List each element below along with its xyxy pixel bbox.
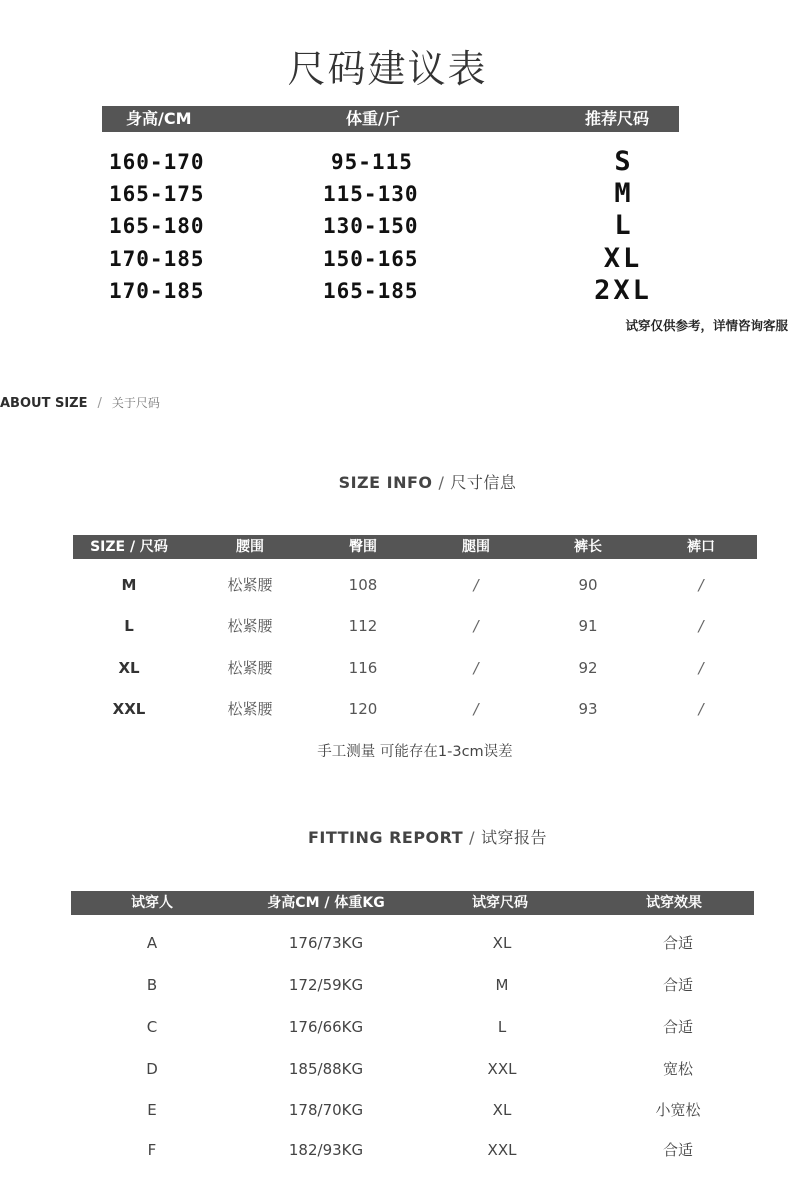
recommend-height: 170-185 [109, 247, 205, 271]
fitting-cell: 176/66KG [288, 1018, 364, 1036]
fitting-title-en: FITTING REPORT [307, 828, 464, 847]
recommend-row [0, 243, 800, 275]
size-info-note: 手工测量 可能存在1-3cm误差 [317, 744, 513, 760]
recommend-height: 160-170 [109, 150, 205, 174]
size-info-header-waist: 腰围 [236, 539, 264, 555]
size-info-cell: / [473, 700, 479, 718]
fitting-cell: 宽松 [662, 1060, 694, 1078]
fitting-cell: E [147, 1101, 157, 1119]
fitting-row [0, 1012, 800, 1042]
size-info-title-en: SIZE INFO [338, 473, 433, 492]
recommend-height: 165-180 [109, 214, 205, 238]
size-info-title-zh: 尺寸信息 [450, 473, 517, 492]
fitting-cell: C [146, 1018, 158, 1036]
fitting-cell: 182/93KG [288, 1141, 364, 1159]
fitting-cell: F [147, 1141, 157, 1159]
fitting-cell: D [146, 1060, 158, 1078]
recommend-header-bar [102, 106, 679, 132]
fitting-cell: 合适 [662, 1141, 694, 1159]
size-info-cell: XL [118, 659, 140, 677]
fitting-cell: 合适 [662, 1018, 694, 1036]
size-info-cell: / [698, 659, 704, 677]
size-info-cell: 90 [578, 576, 598, 594]
fitting-title-separator: / [469, 828, 476, 847]
fitting-header-size: 试穿尺码 [472, 895, 528, 911]
recommend-size: XL [603, 243, 643, 274]
fitting-header-effect: 试穿效果 [646, 895, 702, 911]
size-info-cell: L [124, 617, 134, 635]
recommend-row [0, 146, 800, 178]
size-info-cell: 松紧腰 [227, 617, 273, 635]
recommend-size: M [614, 178, 634, 209]
recommend-height: 170-185 [109, 279, 205, 303]
size-info-cell: 120 [348, 700, 378, 718]
fitting-cell: 合适 [662, 934, 694, 952]
size-info-cell: / [473, 659, 479, 677]
size-info-cell: / [698, 576, 704, 594]
size-info-header-thigh: 腿围 [462, 539, 490, 555]
fitting-title-zh: 试穿报告 [481, 828, 548, 847]
size-info-header-length: 裤长 [574, 539, 602, 555]
size-info-row [0, 570, 800, 600]
size-info-cell: 松紧腰 [227, 576, 273, 594]
size-info-cell: M [121, 576, 137, 594]
size-info-row [0, 611, 800, 641]
recommend-weight: 115-130 [323, 182, 419, 206]
size-info-header-hip: 臀围 [349, 539, 377, 555]
size-info-cell: 108 [348, 576, 378, 594]
size-info-cell: XXL [112, 700, 146, 718]
fitting-cell: 178/70KG [288, 1101, 364, 1119]
fitting-row [0, 970, 800, 1000]
size-info-cell: 91 [578, 617, 598, 635]
fitting-cell: 172/59KG [288, 976, 364, 994]
size-info-cell: 112 [348, 617, 378, 635]
size-info-cell: 116 [348, 659, 378, 677]
fitting-header-bar [71, 891, 754, 915]
size-info-cell: 松紧腰 [227, 700, 273, 718]
recommend-note: 试穿仅供参考，详情咨询客服 [625, 318, 788, 333]
fitting-header-height-weight: 身高CM / 体重KG [267, 895, 385, 911]
size-info-cell: 93 [578, 700, 598, 718]
about-size-heading [0, 394, 160, 411]
size-info-cell: / [473, 576, 479, 594]
fitting-cell: B [146, 976, 158, 994]
about-size-separator: / [97, 396, 102, 411]
recommend-weight: 95-115 [331, 150, 413, 174]
recommend-header-size: 推荐尺码 [585, 109, 650, 128]
size-info-cell: 92 [578, 659, 598, 677]
fitting-row [0, 1135, 800, 1165]
fitting-cell: XXL [487, 1060, 517, 1078]
fitting-cell: A [146, 934, 158, 952]
recommend-size: L [614, 210, 634, 241]
page-title: 尺码建议表 [287, 47, 488, 91]
size-info-title-separator: / [438, 473, 445, 492]
recommend-size: 2XL [594, 275, 652, 306]
fitting-row [0, 928, 800, 958]
recommend-row [0, 210, 800, 242]
recommend-weight: 150-165 [323, 247, 419, 271]
about-size-zh: 关于尺码 [111, 396, 160, 410]
size-info-cell: / [473, 617, 479, 635]
recommend-weight: 165-185 [323, 279, 419, 303]
fitting-cell: 小宽松 [655, 1101, 701, 1119]
fitting-cell: M [495, 976, 509, 994]
recommend-height: 165-175 [109, 182, 205, 206]
fitting-cell: L [497, 1018, 507, 1036]
size-info-cell: 松紧腰 [227, 659, 273, 677]
size-info-title [0, 470, 800, 493]
recommend-size: S [614, 146, 634, 177]
recommend-weight: 130-150 [323, 214, 419, 238]
fitting-row [0, 1095, 800, 1125]
fitting-cell: XXL [487, 1141, 517, 1159]
recommend-row [0, 178, 800, 210]
recommend-row [0, 275, 800, 307]
size-info-cell: / [698, 617, 704, 635]
size-info-row [0, 653, 800, 683]
fitting-title [0, 825, 800, 848]
about-size-en: ABOUT SIZE [0, 396, 88, 411]
fitting-cell: 合适 [662, 976, 694, 994]
size-info-cell: / [698, 700, 704, 718]
fitting-row [0, 1054, 800, 1084]
size-info-header-size: SIZE / 尺码 [90, 539, 168, 555]
fitting-cell: XL [492, 934, 512, 952]
recommend-header-height: 身高/CM [126, 109, 192, 128]
fitting-cell: 185/88KG [288, 1060, 364, 1078]
size-info-row [0, 694, 800, 724]
fitting-cell: XL [492, 1101, 512, 1119]
size-info-header-hem: 裤口 [687, 539, 715, 555]
recommend-header-weight: 体重/斤 [346, 109, 400, 128]
fitting-header-person: 试穿人 [131, 895, 173, 911]
size-info-header-bar [73, 535, 757, 559]
fitting-cell: 176/73KG [288, 934, 364, 952]
